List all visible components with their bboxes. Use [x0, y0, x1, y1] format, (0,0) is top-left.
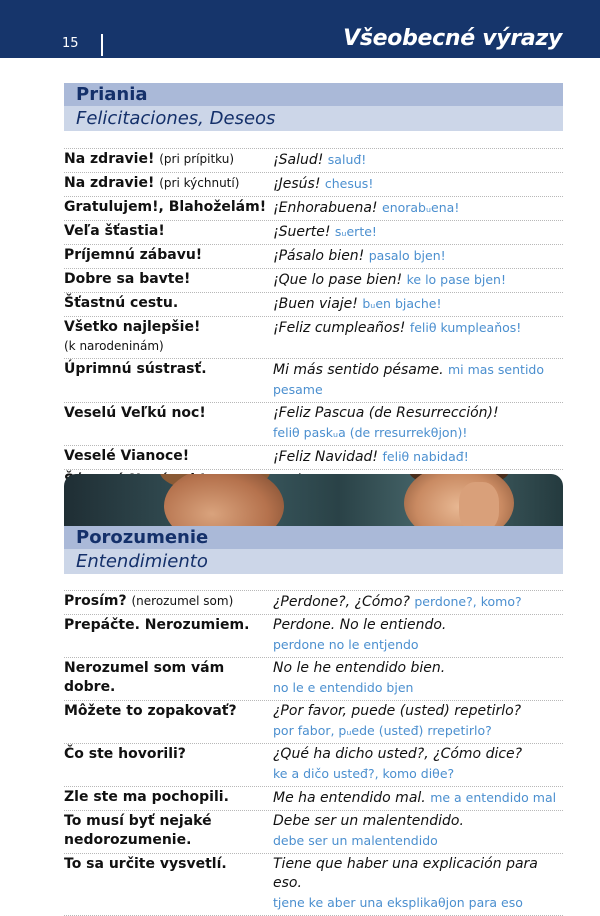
phrase-slovak [64, 270, 273, 289]
phrase-spanish [273, 150, 563, 170]
phrase-spanish-text: ¡Salud! [273, 152, 324, 168]
phrase-row [64, 172, 563, 196]
phrase-slovak-text: Na zdravie! [64, 175, 155, 191]
phrase-spanish-text: ¿Por favor, puede (usted) repetirlo? [273, 703, 522, 719]
section-title-es: Felicitaciones, Deseos [76, 108, 276, 129]
phrase-slovak [64, 404, 273, 423]
phrase-slovak [64, 592, 273, 611]
phrase-row [64, 292, 563, 316]
section-header-priania [64, 83, 563, 131]
phrase-list-priania [64, 148, 563, 518]
phrase-slovak [64, 294, 273, 313]
phrase-note: (pri prípitku) [159, 152, 235, 166]
phrase-note: (pri kýchnutí) [159, 176, 240, 190]
phrase-slovak-text: To sa určite vysvetlí. [64, 856, 227, 872]
phrase-slovak-text: Prosím? [64, 593, 127, 609]
phrase-spanish-text: Debe ser un malentendido. [273, 813, 464, 829]
phrase-row [64, 786, 563, 810]
phrase-slovak-text: Prepáčte. Nerozumiem. [64, 617, 250, 633]
phrase-list-porozumenie [64, 590, 563, 916]
phrase-note: (nerozumel som) [131, 594, 234, 608]
phrase-spanish [273, 360, 563, 400]
page-number: 15 [62, 36, 79, 51]
phrase-pronunciation: debe ser un malentendido [273, 833, 438, 848]
photo-person-left [164, 474, 284, 526]
phrase-spanish-text: ¡Suerte! [273, 224, 331, 240]
phrase-slovak-text: Čo ste hovorili? [64, 746, 186, 762]
phrase-row [64, 614, 563, 657]
phrase-row [64, 810, 563, 853]
phrase-pronunciation: pasalo bjen! [368, 248, 446, 263]
phrase-spanish-text: Me ha entendido mal. [273, 790, 426, 806]
page-header [0, 0, 600, 58]
phrase-spanish [273, 659, 563, 698]
phrase-slovak-text: Šťastnú cestu. [64, 295, 179, 311]
phrase-slovak-text: Môžete to zopakovať? [64, 703, 237, 719]
phrase-slovak-text: To musí byť nejaké nedorozumenie. [64, 813, 212, 848]
phrase-pronunciation: saluđ! [327, 152, 367, 167]
phrase-pronunciation: mi mas sentido pesame [273, 362, 544, 397]
phrase-spanish-text: ¡Feliz Navidad! [273, 449, 379, 465]
page-number-divider [101, 34, 103, 56]
phrase-row [64, 244, 563, 268]
phrase-note: (k narodeninám) [64, 339, 164, 353]
phrase-spanish [273, 174, 563, 194]
phrase-slovak-text: Zle ste ma pochopili. [64, 789, 229, 805]
photo-hand [459, 482, 499, 526]
phrase-pronunciation: por fabor, pᵤede (ustеđ) rrepetirlo? [273, 723, 492, 738]
phrase-row [64, 268, 563, 292]
phrase-slovak [64, 855, 273, 874]
phrase-pronunciation: ke a dičo usteđ?, komo diθe? [273, 766, 455, 781]
phrase-spanish [273, 318, 563, 338]
phrase-row [64, 590, 563, 614]
phrase-row [64, 402, 563, 445]
phrase-spanish-text: ¡Pásalo bien! [273, 248, 365, 264]
phrase-pronunciation: me a entendido mal [430, 790, 557, 805]
phrase-pronunciation: chesus! [324, 176, 374, 191]
phrase-slovak [64, 788, 273, 807]
phrase-row [64, 196, 563, 220]
phrase-pronunciation: no le e entendido bjen [273, 680, 414, 695]
phrase-row [64, 700, 563, 743]
phrase-slovak [64, 150, 273, 169]
conversation-photo [64, 474, 563, 526]
phrase-spanish [273, 702, 563, 741]
phrase-spanish-text: Tiene que haber una explicación para eso. [273, 856, 538, 891]
phrase-pronunciation: sᵤerte! [334, 224, 377, 239]
phrase-spanish [273, 616, 563, 655]
section-title-sk: Priania [76, 84, 148, 105]
phrase-pronunciation: feliθ paskᵤa (de rresurrekθjon)! [273, 425, 468, 440]
phrase-spanish-text: Perdone. No le entiendo. [273, 617, 447, 633]
phrase-pronunciation: bᵤen bjache! [362, 296, 442, 311]
phrase-slovak [64, 447, 273, 466]
phrase-spanish [273, 246, 563, 266]
phrase-slovak [64, 174, 273, 193]
phrase-slovak [64, 659, 273, 697]
phrase-spanish-text: ¡Jesús! [273, 176, 321, 192]
phrase-spanish [273, 812, 563, 851]
phrase-spanish-text: ¡Que lo pase bien! [273, 272, 403, 288]
phrase-slovak-text: Gratulujem!, Blahoželám! [64, 199, 267, 215]
phrase-slovak-text: Všetko najlepšie! [64, 319, 201, 335]
phrase-spanish-text: ¿Qué ha dicho usted?, ¿Cómo dice? [273, 746, 523, 762]
phrase-pronunciation: feliθ kumpleaňos! [409, 320, 522, 335]
phrase-spanish-text: ¡Buen viaje! [273, 296, 358, 312]
phrase-spanish-text: ¡Feliz cumpleaños! [273, 320, 406, 336]
phrase-spanish-text: ¡Enhorabuena! [273, 200, 378, 216]
phrase-slovak-text: Veselú Veľkú noc! [64, 405, 206, 421]
phrase-slovak [64, 360, 273, 379]
phrase-spanish [273, 592, 563, 612]
phrase-row [64, 358, 563, 402]
phrase-slovak-text: Úprimnú sústrasť. [64, 361, 207, 377]
phrase-spanish [273, 294, 563, 314]
section-header-porozumenie [64, 526, 563, 574]
phrase-slovak [64, 318, 273, 356]
phrase-spanish-text: ¡Feliz Pascua (de Resurrección)! [273, 405, 499, 421]
phrase-slovak [64, 198, 273, 217]
phrase-slovak-text: Dobre sa bavte! [64, 271, 191, 287]
phrase-pronunciation: feliθ nabidađ! [382, 449, 469, 464]
phrase-spanish [273, 198, 563, 218]
phrase-slovak [64, 222, 273, 241]
section-title-es: Entendimiento [76, 551, 208, 572]
phrase-row [64, 220, 563, 244]
phrase-slovak [64, 616, 273, 635]
phrase-pronunciation: perdone no le entjendo [273, 637, 419, 652]
phrase-slovak-text: Veľa šťastia! [64, 223, 165, 239]
phrase-spanish [273, 222, 563, 242]
phrase-pronunciation: tjene ke aber una eksplikaθjon para eso [273, 895, 523, 910]
phrase-spanish [273, 404, 563, 443]
chapter-title: Všeobecné výrazy [343, 26, 562, 51]
phrase-row [64, 657, 563, 700]
phrase-slovak-text: Veselé Vianoce! [64, 448, 190, 464]
section-title-sk: Porozumenie [76, 527, 209, 548]
phrase-row [64, 743, 563, 786]
phrase-spanish-text: No le he entendido bien. [273, 660, 446, 676]
phrase-slovak [64, 702, 273, 721]
phrase-pronunciation: ke lo pase bjen! [406, 272, 506, 287]
phrase-spanish [273, 270, 563, 290]
phrase-slovak-text: Nerozumel som vám dobre. [64, 660, 225, 695]
phrase-row [64, 853, 563, 916]
phrase-spanish [273, 447, 563, 467]
phrase-slovak [64, 246, 273, 265]
phrase-spanish-text: ¿Perdone?, ¿Cómo? [273, 594, 410, 610]
phrase-slovak-text: Na zdravie! [64, 151, 155, 167]
phrase-slovak-text: Príjemnú zábavu! [64, 247, 203, 263]
phrase-spanish [273, 855, 563, 913]
phrase-spanish [273, 788, 563, 808]
phrase-row [64, 148, 563, 172]
phrase-row [64, 316, 563, 358]
phrase-pronunciation: enorabᵤena! [382, 200, 460, 215]
phrase-row [64, 445, 563, 469]
phrase-slovak [64, 745, 273, 764]
phrase-slovak [64, 812, 273, 850]
phrase-spanish-text: Mi más sentido pésame. [273, 362, 444, 378]
phrase-pronunciation: perdone?, komo? [414, 594, 522, 609]
phrase-spanish [273, 745, 563, 784]
